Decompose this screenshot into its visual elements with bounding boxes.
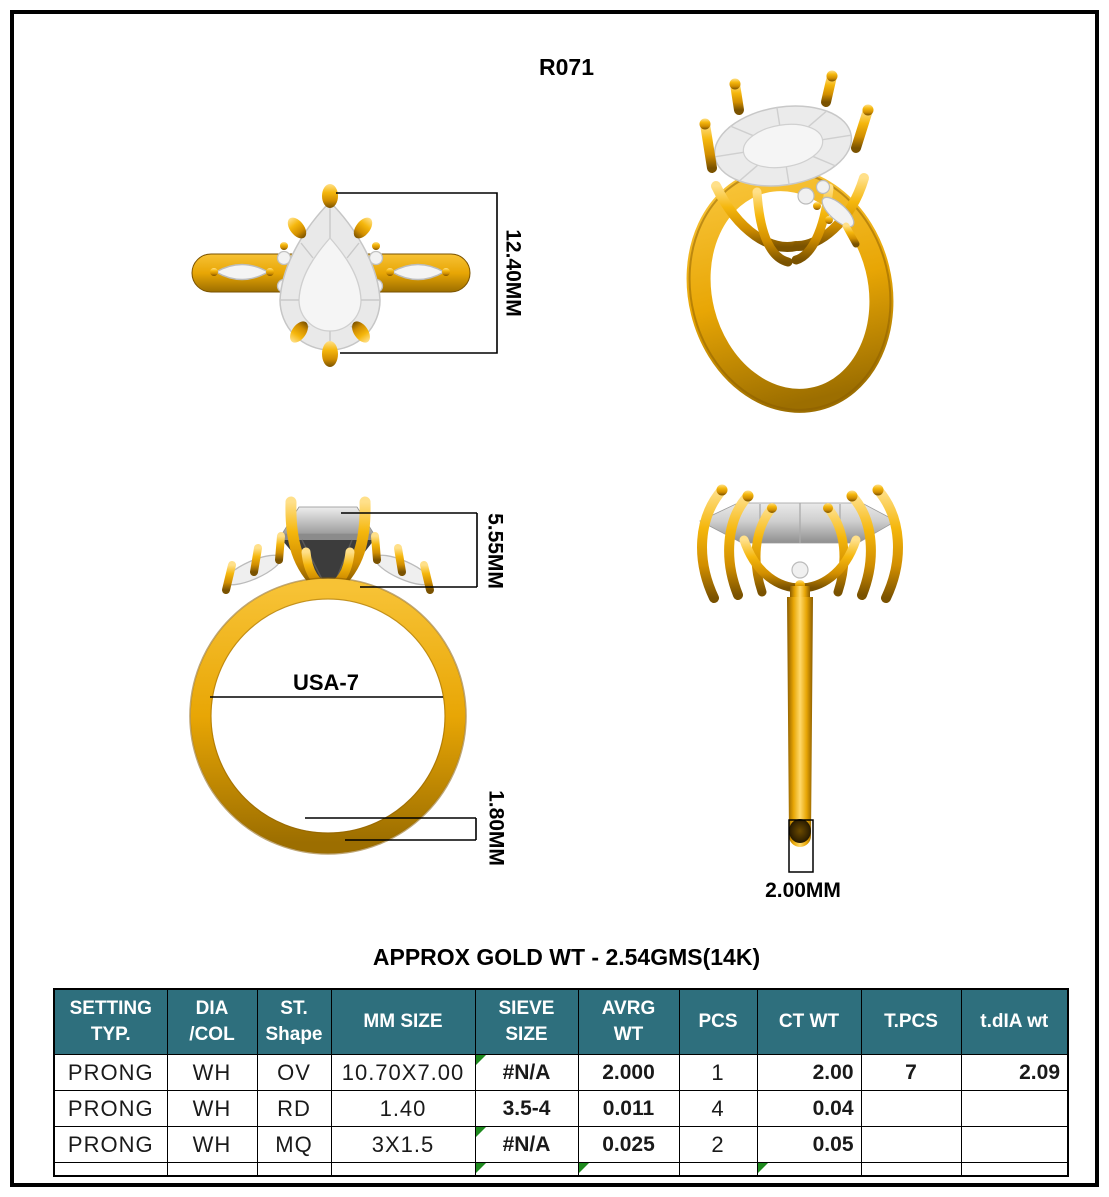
table-cell-error-flag [475, 1163, 578, 1177]
table-cell: 3X1.5 [331, 1127, 475, 1163]
shank-width-label: 2.00MM [765, 879, 841, 902]
table-cell: OV [257, 1055, 331, 1091]
table-cell [961, 1127, 1068, 1163]
table-cell: 1 [679, 1055, 757, 1091]
front-view-drawing [700, 485, 898, 903]
table-cell: 3.5-4 [475, 1091, 578, 1127]
table-cell: 2.000 [578, 1055, 679, 1091]
header-st-shape: ST. Shape [257, 989, 331, 1055]
table-cell: 0.025 [578, 1127, 679, 1163]
band-thickness-label: 1.80MM [484, 790, 508, 866]
table-row-empty [54, 1163, 1068, 1177]
header-avrg-wt: AVRG WT [578, 989, 679, 1055]
header-mm-size: MM SIZE [331, 989, 475, 1055]
table-cell: WH [167, 1055, 257, 1091]
header-row [54, 989, 1068, 1055]
table-cell: 1.40 [331, 1091, 475, 1127]
table-cell: 2.09 [961, 1055, 1068, 1091]
table-cell [257, 1163, 331, 1177]
gold-weight-note: APPROX GOLD WT - 2.54GMS(14K) [372, 944, 761, 970]
table-cell: 10.70X7.00 [331, 1055, 475, 1091]
table-cell: 7 [861, 1055, 961, 1091]
table-cell [331, 1163, 475, 1177]
table-cell: PRONG [54, 1127, 167, 1163]
table-cell: PRONG [54, 1091, 167, 1127]
table-cell [861, 1163, 961, 1177]
top-view-drawing [192, 184, 524, 367]
design-code: R071 [539, 54, 594, 80]
table-row [54, 1055, 1068, 1091]
table-cell [861, 1091, 961, 1127]
stone-spec-table [53, 988, 1069, 1177]
table-row [54, 1127, 1068, 1163]
table-cell [961, 1163, 1068, 1177]
table-cell: 2.00 [757, 1055, 861, 1091]
header-pcs: PCS [679, 989, 757, 1055]
table-cell-error-flag: #N/A [475, 1055, 578, 1091]
header-dia-col: DIA /COL [167, 989, 257, 1055]
table-cell: WH [167, 1127, 257, 1163]
table-cell: WH [167, 1091, 257, 1127]
table-cell: MQ [257, 1127, 331, 1163]
table-cell: 4 [679, 1091, 757, 1127]
ring-size-label: USA-7 [292, 670, 360, 695]
table-cell [679, 1163, 757, 1177]
table-cell: 0.011 [578, 1091, 679, 1127]
table-row [54, 1091, 1068, 1127]
header-ct-wt: CT WT [757, 989, 861, 1055]
table-cell-error-flag: #N/A [475, 1127, 578, 1163]
side-view-height-label: 5.55MM [483, 513, 507, 589]
perspective-view-drawing [665, 71, 916, 432]
header-t-dia-wt: t.dIA wt [961, 989, 1068, 1055]
table-cell: PRONG [54, 1055, 167, 1091]
table-cell [861, 1127, 961, 1163]
table-cell [961, 1091, 1068, 1127]
table-cell-error-flag [757, 1163, 861, 1177]
side-view-drawing [190, 500, 507, 866]
table-cell: 2 [679, 1127, 757, 1163]
table-cell: 0.04 [757, 1091, 861, 1127]
header-sieve-size: SIEVE SIZE [475, 989, 578, 1055]
top-view-dimension-label: 12.40MM [501, 229, 525, 317]
table-cell: 0.05 [757, 1127, 861, 1163]
table-cell-error-flag [578, 1163, 679, 1177]
header-t-pcs: T.PCS [861, 989, 961, 1055]
table-cell [54, 1163, 167, 1177]
table-cell [167, 1163, 257, 1177]
table-cell: RD [257, 1091, 331, 1127]
header-setting-typ: SETTING TYP. [54, 989, 167, 1055]
